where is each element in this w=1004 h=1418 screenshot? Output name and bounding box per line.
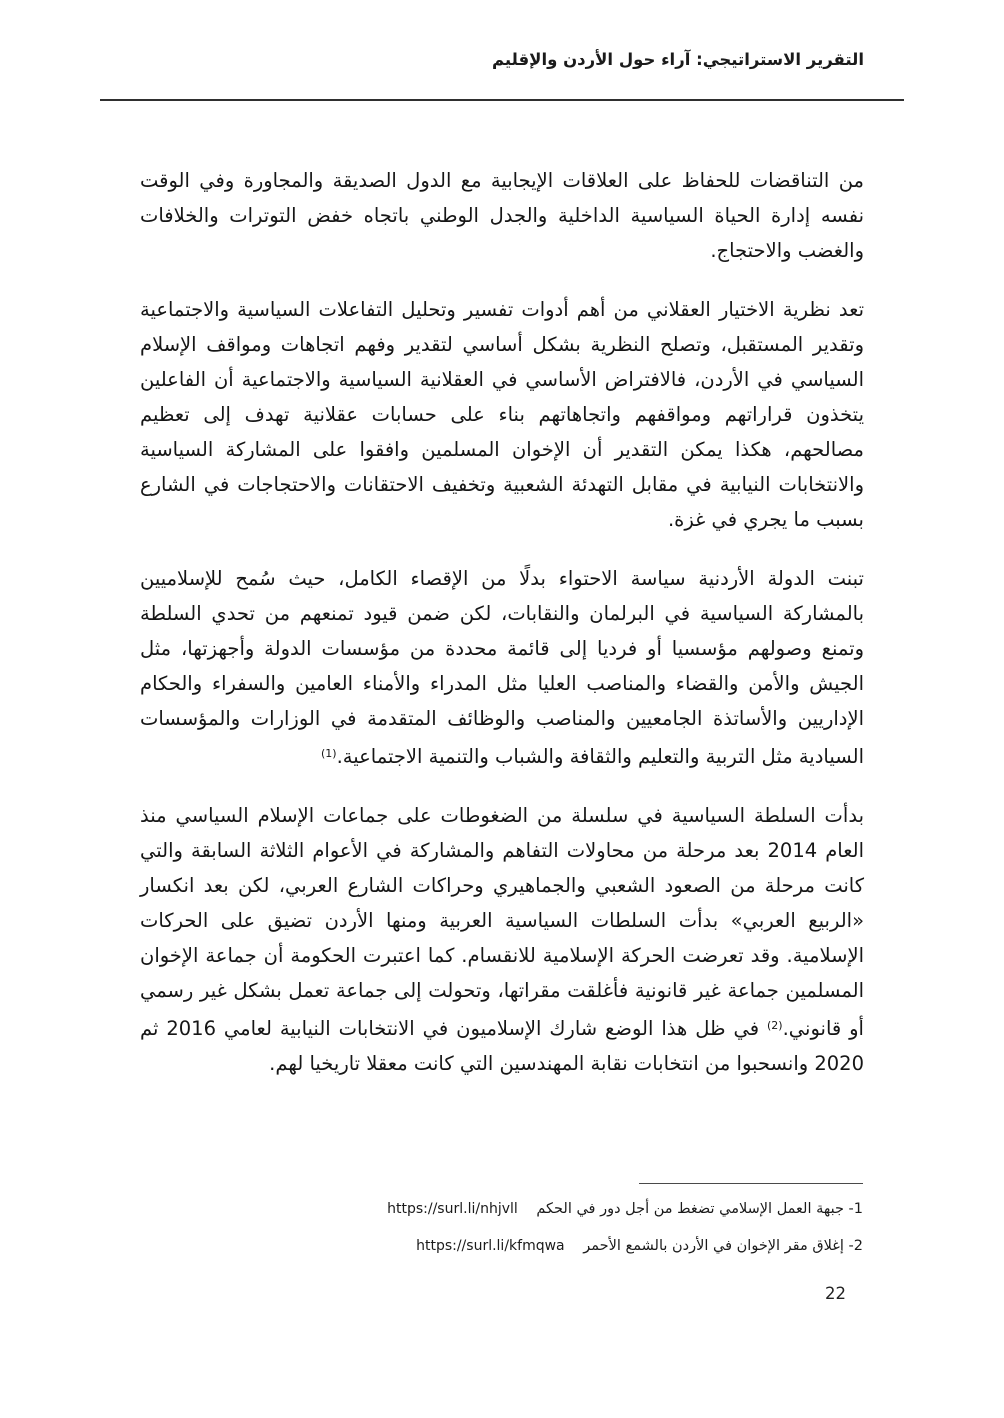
paragraph-text: تبنت الدولة الأردنية سياسة الاحتواء بدلًا من الإقصاء الكامل، حيث سُمح للإسلاميين بالمشاركة السياسية في البرلمان والنقابات، لكن ضمن قيود تمنعهم من تحدي السلطة وتمنع وصولهم مؤسسيا أو فرديا إلى قائمة محددة من مؤسسات الدولة وأجهزتها، مثل الجيش والأمن والقضاء والمناصب العليا مثل المدراء والأمناء العامين والسفراء والحكام الإداريين والأساتذة الجامعيين والمناصب والوظائف المتقدمة في الوزارات والمؤسسات السيادية مثل التربية والتعليم والثقافة والشباب والتنمية الاجتماعية. bbox=[140, 567, 864, 768]
paragraph-text: بدأت السلطة السياسية في سلسلة من الضغوطات على جماعات الإسلام السياسي منذ العام 2014 بعد مرحلة من محاولات التفاهم والمشاركة في الأعوام الثلاثة السابقة والتي كانت مرحلة من الصعود الشعبي والجماهيري وحراكات الشارع العربي، لكن بعد انكسار «الربيع العربي» بدأت السلطات السياسية العربية ومنها الأردن تضيق على الحركات الإسلامية. وقد تعرضت الحركة الإسلامية للانقسام. كما اعتبرت الحكومة أن جماعة الإخوان المسلمين جماعة غير قانونية فأغلقت مقراتها، وتحولت إلى جماعة تعمل بشكل غير رسمي أو قانوني. bbox=[140, 804, 864, 1040]
footnotes bbox=[139, 1197, 863, 1271]
footnote-url[interactable]: https://surl.li/kfmqwa bbox=[416, 1238, 565, 1254]
paragraph-text: تعد نظرية الاختيار العقلاني من أهم أدوات تفسير وتحليل التفاعلات السياسية والاجتماعية وتقدير المستقبل، وتصلح النظرية بشكل أساسي لتقدير وفهم اتجاهات ومواقف الإسلام السياسي في الأردن، فالافتراض الأساسي في العقلانية السياسية والاجتماعية أن الفاعلين يتخذون قراراتهم ومواقفهم واتجاهاتهم بناء على حسابات عقلانية تهدف إلى تعظيم مصالحهم، هكذا يمكن التقدير أن الإخوان المسلمين وافقوا على المشاركة السياسية والانتخابات النيابية في مقابل التهدئة الشعبية وتخفيف الاحتقانات والاحتجاجات في الشارع بسبب ما يجري في غزة. bbox=[140, 298, 864, 531]
paragraph bbox=[140, 561, 864, 774]
footnote bbox=[139, 1234, 863, 1258]
paragraph bbox=[140, 163, 864, 268]
footnote bbox=[139, 1197, 863, 1221]
paragraph-text: في ظل هذا الوضع شارك الإسلاميون في الانتخابات النيابية لعامي 2016 ثم 2020 وانسحبوا من انتخابات نقابة المهندسين التي كانت معقلا تاريخيا لهم. bbox=[140, 1017, 864, 1075]
footnote-url[interactable]: https://surl.li/nhjvll bbox=[387, 1201, 518, 1217]
footnote-separator bbox=[639, 1183, 863, 1184]
page-number: 22 bbox=[825, 1284, 846, 1303]
running-header-title: التقرير الاستراتيجي: آراء حول الأردن والإقليم bbox=[491, 50, 864, 69]
footnote-marker: 1- bbox=[848, 1201, 863, 1217]
footnote-text: إغلاق مقر الإخوان في الأردن بالشمع الأحمر bbox=[583, 1238, 844, 1254]
body-text bbox=[140, 163, 864, 1105]
paragraph bbox=[140, 292, 864, 537]
paragraph bbox=[140, 798, 864, 1081]
footnote-text: جبهة العمل الإسلامي تضغط من أجل دور في الحكم bbox=[536, 1201, 844, 1217]
footnote-ref-2: (2) bbox=[766, 1019, 783, 1032]
header-rule bbox=[100, 99, 904, 101]
footnote-ref-1: (1) bbox=[321, 747, 337, 760]
footnote-marker: 2- bbox=[848, 1238, 863, 1254]
paragraph-text: من التناقضات للحفاظ على العلاقات الإيجابية مع الدول الصديقة والمجاورة وفي الوقت نفسه إدارة الحياة السياسية الداخلية والجدل الوطني باتجاه خفض التوترات والخلافات والغضب والاحتجاج. bbox=[140, 169, 864, 262]
